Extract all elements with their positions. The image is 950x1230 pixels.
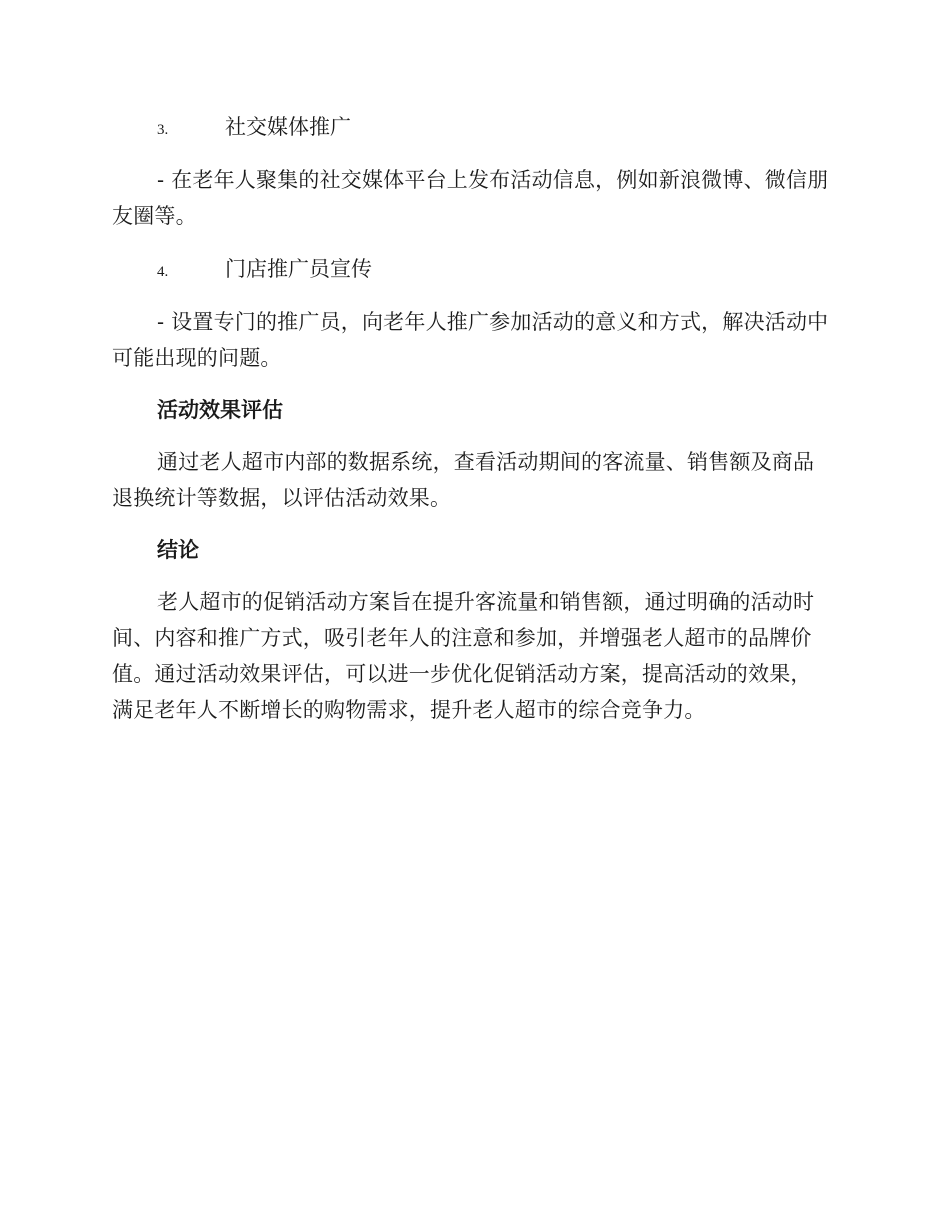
list-item-store-promoter [157, 250, 832, 288]
list-description: - 设置专门的推广员，向老年人推广参加活动的意义和方式，解决活动中可能出现的问题。 [112, 310, 829, 370]
list-description: - 在老年人聚集的社交媒体平台上发布活动信息，例如新浪微博、微信朋友圈等。 [112, 168, 829, 228]
list-number: 4. [157, 264, 169, 280]
section-heading-conclusion: 结论 [157, 538, 199, 562]
list-item-social-media [157, 108, 832, 146]
conclusion-paragraph: 老人超市的促销活动方案旨在提升客流量和销售额，通过明确的活动时间、内容和推广方式，吸引老年人的注意和参加，并增强老人超市的品牌价值。通过活动效果评估，可以进一步优化促销活动方案，提高活动的效果，满足老年人不断增长的购物需求，提升老人超市的综合竞争力。 [112, 590, 815, 722]
section-heading-evaluation: 活动效果评估 [157, 398, 283, 422]
list-title: 门店推广员宣传 [225, 257, 372, 281]
evaluation-paragraph: 通过老人超市内部的数据系统，查看活动期间的客流量、销售额及商品退换统计等数据，以评估活动效果。 [112, 450, 815, 510]
document-page [112, 108, 832, 744]
list-number: 3. [157, 122, 169, 138]
list-title: 社交媒体推广 [225, 115, 351, 139]
